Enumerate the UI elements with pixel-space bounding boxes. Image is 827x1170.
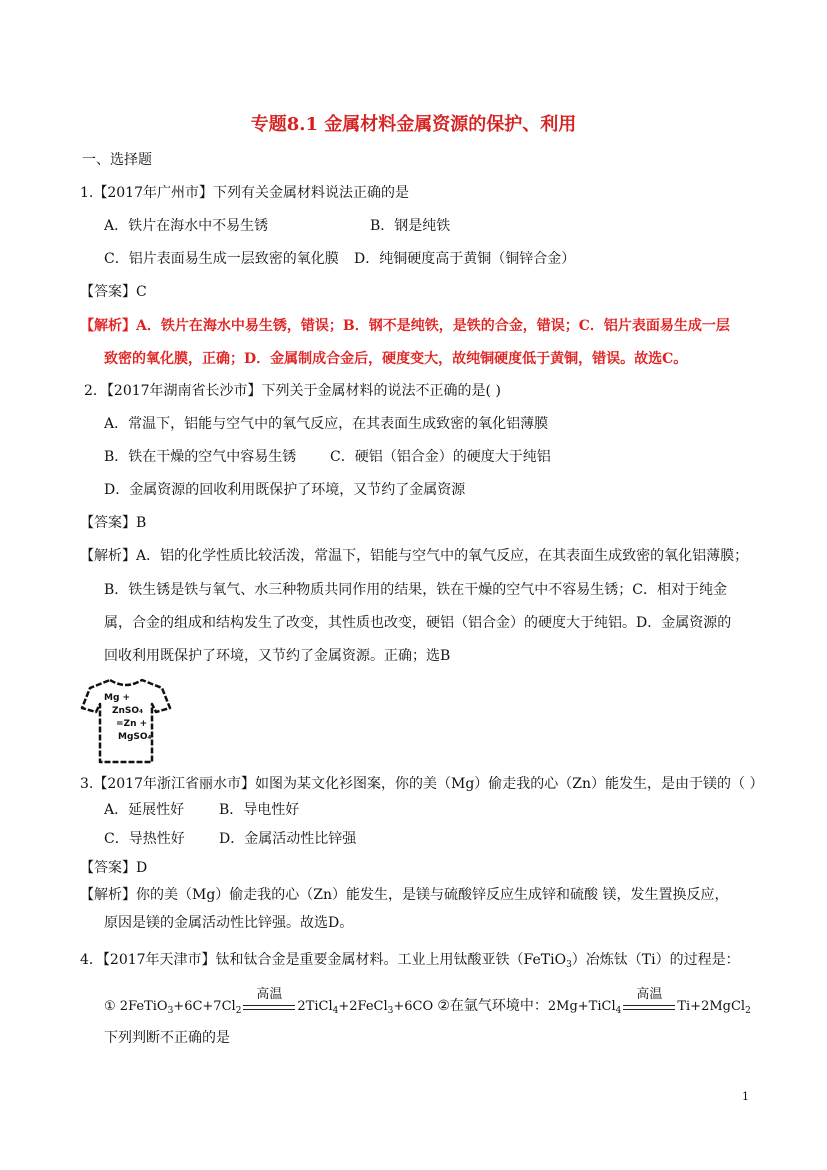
q4-equations: [104, 987, 751, 1017]
q2-option-c: C．硬铝（铝合金）的硬度大于纯铝: [330, 449, 551, 465]
eq2-right: [677, 999, 750, 1014]
tshirt-line-4: MgSO₄: [118, 732, 152, 742]
q4-stem: [80, 950, 740, 970]
eq1-left-sub-1: 3: [167, 1006, 174, 1016]
q1-analysis-line-1: 【解析】A．铁片在海水中易生锈，错误；B．钢不是纯铁，是铁的合金，错误；C．铝片表面易生成一层: [80, 318, 730, 334]
q1-stem: 1.【2017年广州市】下列有关金属材料说法正确的是: [80, 185, 409, 201]
eq1-right-sub-1: 4: [332, 1006, 339, 1016]
tshirt-line-1: Mg +: [104, 693, 131, 703]
q3-option-d: D．金属活动性比锌强: [219, 831, 357, 847]
eq2-condition-text: 高温: [636, 987, 663, 1002]
page-number: 1: [742, 1090, 749, 1103]
eq2-left: [548, 999, 621, 1014]
q3-stem: 3.【2017年浙江省丽水市】如图为某文化衫图案，你的美（Mg）偷走我的心（Zn）能发生，是由于镁的（ ）: [80, 776, 764, 792]
eq1-right-a: 2TiCl: [297, 999, 333, 1014]
q2-option-b: B．铁在干燥的空气中容易生锈: [104, 449, 297, 465]
q4-question: 下列判断不正确的是: [104, 1030, 230, 1046]
eq1-left-b: +6C+7Cl: [173, 999, 236, 1014]
q2-option-a: A．常温下，铝能与空气中的氧气反应，在其表面生成致密的氧化铝薄膜: [104, 416, 549, 432]
q3-analysis-line-2: 原因是镁的金属活动性比锌强。故选D。: [104, 915, 354, 931]
q4-stem-part-1: 4．【2017年天津市】钛和钛合金是重要金属材料。工业上用钛酸亚铁（FeTiO: [80, 952, 567, 968]
q1-option-c: C．铝片表面易生成一层致密的氧化膜: [104, 251, 339, 267]
q3-option-c: C．导热性好: [104, 831, 185, 847]
eq1-right-b: +2FeCl: [338, 999, 388, 1014]
tshirt-text: [104, 692, 151, 744]
q3-analysis-line-1: 【解析】你的美（Mg）偷走我的心（Zn）能发生，是镁与硫酸锌反应生成锌和硫酸 镁，发生置换反应，: [80, 887, 729, 903]
eq1-left-sub-2: 2: [235, 1006, 242, 1016]
q1-option-b: B．钢是纯铁: [370, 218, 451, 234]
q1-option-a: A．铁片在海水中不易生锈: [104, 218, 269, 234]
q2-analysis-line-3: 属，合金的组成和结构发生了改变，其性质也改变，硬铝（铝合金）的硬度大于纯铝。D．金属资源的: [104, 615, 732, 631]
eq2-left-sub: 4: [615, 1006, 622, 1016]
tshirt-line-3: =Zn +: [116, 719, 148, 729]
q2-answer: 【答案】B: [80, 515, 147, 531]
section-heading: 一、选择题: [82, 152, 152, 168]
q3-option-b: B．导电性好: [219, 802, 300, 818]
q2-stem: 2．【2017年湖南省长沙市】下列关于金属材料的说法不正确的是( ): [84, 383, 501, 399]
q4-stem-part-2: ）冶炼钛（Ti）的过程是：: [571, 952, 740, 968]
eq1-condition: [241, 987, 297, 1017]
eq2-right-a: Ti+2MgCl: [677, 999, 746, 1014]
q2-analysis-line-1: 【解析】A．铝的化学性质比较活泼，常温下，铝能与空气中的氧气反应，在其表面生成致密的氧化铝薄膜；: [80, 548, 749, 564]
eq1-label: ①: [104, 999, 116, 1014]
q2-option-d: D．金属资源的回收利用既保护了环境，又节约了金属资源: [104, 482, 466, 498]
eq2-condition: [621, 987, 677, 1017]
q1-analysis-line-2: 致密的氧化膜，正确；D．金属制成合金后，硬度变大，故纯铜硬度低于黄铜，错误。故选C。: [104, 351, 688, 367]
q3-answer: 【答案】D: [80, 860, 148, 876]
eq2-label: ②在氩气环境中：: [437, 998, 548, 1014]
q1-answer: 【答案】C: [80, 284, 147, 300]
eq1-right-c: +6CO: [393, 999, 434, 1014]
eq1-left-a: 2FeTiO: [119, 999, 168, 1014]
q1-option-d: D．纯铜硬度高于黄铜（铜锌合金）: [354, 251, 576, 267]
eq1-condition-text: 高温: [256, 987, 283, 1002]
q2-analysis-line-4: 回收利用既保护了环境，又节约了金属资源。正确；选B: [104, 648, 451, 664]
tshirt-figure: [80, 676, 172, 766]
page-title: 专题8.1 金属材料金属资源的保护、利用: [250, 114, 577, 135]
eq1-right-sub-2: 3: [387, 1006, 394, 1016]
eq2-right-sub: 2: [745, 1006, 751, 1016]
eq1-left: [120, 999, 242, 1014]
q3-option-a: A．延展性好: [104, 802, 185, 818]
eq2-left-a: 2Mg+TiCl: [547, 999, 616, 1014]
q4-stem-subscript: 3: [566, 960, 572, 970]
eq1-right: [297, 999, 433, 1014]
tshirt-line-2: ZnSO₄: [112, 706, 144, 716]
q2-analysis-line-2: B．铁生锈是铁与氧气、水三种物质共同作用的结果，铁在干燥的空气中不容易生锈；C．相对于纯金: [104, 582, 727, 598]
